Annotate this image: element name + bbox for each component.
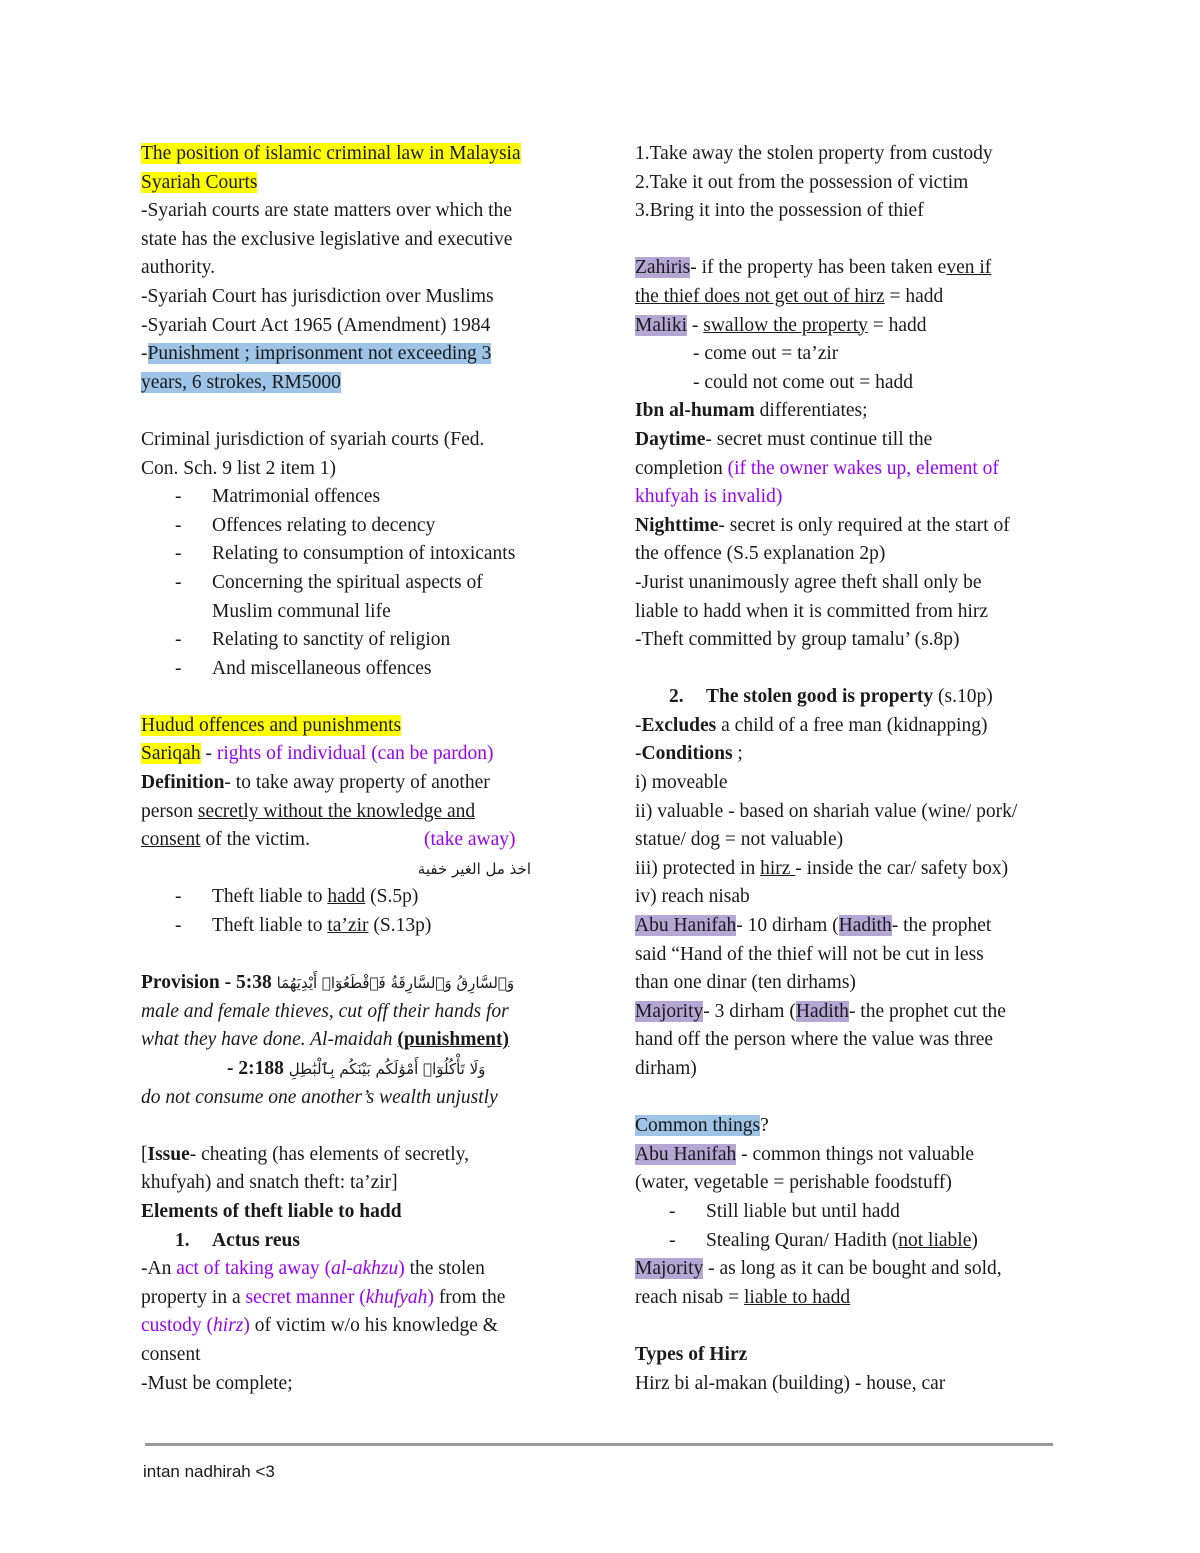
underlined-text: consent: [141, 829, 201, 851]
daytime-line: [635, 455, 1075, 484]
abu-hanifah-line: [635, 1141, 1075, 1170]
underlined-text: swallow the property: [703, 314, 868, 336]
text: = hadd: [884, 285, 944, 307]
condition-item: i) moveable: [635, 772, 728, 794]
arabic-term: khufyah: [365, 1286, 428, 1308]
arabic-verse: وَٱلسَّارِقُ وَٱلسَّارِقَةُ فَٱقْطَعُوٓا۟ أَيْدِيَهُمَا: [276, 974, 515, 993]
paren: (: [201, 1315, 214, 1337]
text: (s.10p): [933, 686, 993, 708]
majority-line: [635, 1255, 1075, 1284]
zahiris-line: [635, 283, 1075, 312]
heading-syariah-courts: Syariah Courts: [141, 171, 258, 193]
text: the stolen: [404, 1258, 485, 1280]
text-line: -Jurist unanimously agree theft shall only be: [635, 571, 982, 593]
text: - common things not valuable: [736, 1143, 975, 1165]
list-item: [635, 1227, 1075, 1256]
text: differentiates;: [754, 400, 868, 422]
dash: -: [141, 343, 148, 365]
text: - inside the car/ safety box): [795, 857, 1009, 879]
paren: ): [398, 1258, 405, 1280]
text: - 3 dirham (: [703, 1000, 796, 1022]
text: - to take away property of another: [224, 772, 490, 794]
text: - 10 dirham (: [736, 915, 839, 937]
daytime-line: [635, 426, 1075, 455]
definition-line: [141, 798, 566, 827]
text-line: -Syariah courts are state matters over which the: [141, 200, 512, 222]
majority-line: [635, 998, 1075, 1027]
section-title-hudud: Hudud offences and punishments: [141, 714, 402, 736]
list-item: - Matrimonial offences: [141, 483, 566, 512]
abu-hanifah-label: Abu Hanifah: [635, 1143, 737, 1165]
section-title-position: The position of islamic criminal law in Malaysia: [141, 143, 521, 164]
list-item: - Still liable but until hadd: [635, 1198, 1075, 1227]
take-away-note: (take away): [424, 829, 516, 851]
text: = hadd: [867, 314, 927, 336]
underlined-text: liable to hadd: [744, 1286, 851, 1308]
arabic-verse: وَلَا تَأْكُلُوٓا۟ أَمْوَٰلَكُم بَيْنَكُم بِٱلْبَٰطِلِ: [288, 1060, 486, 1078]
verse-translation: male and female thieves, cut off their hands for: [141, 1000, 509, 1022]
text-line: the offence (S.5 explanation 2p): [635, 543, 886, 565]
arabic-term: hirz: [213, 1315, 244, 1337]
definition-line: [141, 769, 566, 798]
common-things-line: [635, 1112, 1075, 1141]
text: a child of a free man (kidnapping): [716, 714, 988, 736]
text: of the victim.: [200, 829, 310, 851]
list-item: - Relating to sanctity of religion: [141, 626, 566, 655]
punishment-label: (punishment): [397, 1029, 509, 1051]
dash: -: [635, 743, 642, 765]
text-line: dirham): [635, 1058, 697, 1079]
text-line: Con. Sch. 9 list 2 item 1): [141, 457, 336, 479]
ibn-label: Ibn al-humam: [635, 400, 755, 422]
text-line: khufyah) and snatch theft: ta’zir]: [141, 1172, 398, 1194]
hadith-label: Hadith: [795, 1000, 849, 1022]
paren: ): [427, 1286, 434, 1308]
maliki-label: Maliki: [635, 314, 687, 336]
provision-line: [141, 1055, 566, 1084]
text-line: [635, 1284, 1075, 1313]
maliki-sub: - could not come out = hadd: [693, 371, 914, 393]
text: Theft liable to: [212, 886, 328, 908]
nighttime-label: Nighttime: [635, 514, 719, 536]
highlight-term: custody: [141, 1315, 202, 1337]
bracket: [: [141, 1143, 148, 1165]
underlined-text: the thief does not get out of hirz: [635, 285, 885, 307]
text-line: state has the exclusive legislative and executive: [141, 228, 513, 250]
issue-label: Issue: [147, 1143, 190, 1165]
verse-translation: do not consume one another’s wealth unjustly: [141, 1086, 498, 1108]
punishment-line: [141, 340, 566, 369]
sariqah-line: [141, 740, 566, 769]
text: of victim w/o his knowledge &: [249, 1315, 498, 1337]
text-line: hand off the person where the value was three: [635, 1029, 994, 1051]
text: what they have done. Al-maidah: [141, 1029, 398, 1051]
text-line: consent: [141, 1343, 201, 1365]
text-line: -Syariah Court Act 1965 (Amendment) 1984: [141, 314, 491, 336]
verse-translation: [141, 1026, 566, 1055]
text-line: [141, 1312, 566, 1341]
list-item: - Offences relating to decency: [141, 512, 566, 541]
punishment-highlight: Punishment ; imprisonment not exceeding 3: [147, 343, 492, 365]
sariqah-rights: rights of individual (can be pardon): [216, 743, 494, 765]
underlined-text: ta’zir: [327, 915, 369, 937]
zahiris-line: [635, 254, 1075, 283]
text: - the prophet: [891, 915, 992, 937]
highlight-term: act of taking away: [176, 1258, 320, 1280]
text-line: -Theft committed by group tamalu’ (s.8p): [635, 629, 960, 651]
conditions-label: Conditions: [641, 743, 733, 765]
text: - cheating (has elements of secretly,: [189, 1143, 469, 1165]
list-item: - Relating to consumption of intoxicants: [141, 540, 566, 569]
numbered-heading: [141, 1227, 566, 1256]
text-line: -Syariah Court has jurisdiction over Muslims: [141, 285, 494, 307]
stolen-good-label: The stolen good is property: [706, 686, 934, 708]
maliki-line: [635, 312, 1075, 341]
text-line: Hirz bi al-makan (building) - house, car: [635, 1372, 946, 1394]
actus-reus-label: Actus reus: [212, 1229, 300, 1251]
daytime-label: Daytime: [635, 428, 706, 450]
text: (S.5p): [365, 886, 419, 908]
text-line: [141, 1284, 566, 1313]
ibn-line: [635, 397, 1075, 426]
provision-line: [141, 969, 566, 998]
arabic-definition: اخذ مل الغير خفية: [417, 859, 531, 878]
list-item: - And miscellaneous offences: [141, 655, 566, 684]
step-item: 1.Take away the stolen property from custody: [635, 143, 993, 164]
abu-hanifah-label: Abu Hanifah: [635, 915, 737, 937]
text-line: liable to hadd when it is committed from hirz: [635, 600, 989, 622]
text-line: [141, 1255, 566, 1284]
separator: -: [200, 743, 217, 765]
text: from the: [433, 1286, 506, 1308]
text: - if the property has been taken e: [690, 257, 947, 279]
underlined-text: hadd: [327, 886, 366, 908]
text: Stealing Quran/ Hadith (: [706, 1229, 899, 1251]
provision-label: - 2:188: [227, 1058, 284, 1079]
text-line: said “Hand of the thief will not be cut in less: [635, 943, 984, 965]
list-item: [141, 883, 566, 912]
question-mark: ?: [760, 1115, 769, 1137]
text: completion: [635, 457, 728, 479]
underlined-text: not liable: [898, 1229, 972, 1251]
punishment-highlight: years, 6 strokes, RM5000: [141, 371, 341, 393]
condition-item: iv) reach nisab: [635, 886, 750, 908]
left-column: [141, 140, 566, 1398]
arabic-term: al-akhzu: [331, 1258, 399, 1280]
provision-label: Provision - 5:38: [141, 972, 272, 994]
text: (S.13p): [368, 915, 432, 937]
conditions-line: [635, 740, 1075, 769]
step-item: 2.Take it out from the possession of victim: [635, 171, 969, 193]
list-item-continuation: Muslim communal life: [212, 600, 391, 622]
right-column: [635, 140, 1075, 1398]
definition-label: Definition: [141, 772, 225, 794]
number: 2.: [669, 686, 684, 708]
text-line: authority.: [141, 257, 216, 279]
condition-item: statue/ dog = not valuable): [635, 829, 844, 851]
underlined-text: secretly without the knowledge and: [197, 800, 476, 822]
step-item: 3.Bring it into the possession of thief: [635, 200, 924, 222]
excludes-line: [635, 712, 1075, 741]
list-item: [141, 912, 566, 941]
list-item: - Concerning the spiritual aspects of: [141, 569, 566, 598]
condition-item: [635, 855, 1075, 884]
text-line: Criminal jurisdiction of syariah courts (Fed.: [141, 428, 485, 450]
text: - secret is only required at the start of: [718, 514, 1010, 536]
text: property in a: [141, 1286, 246, 1308]
paren: ): [243, 1315, 250, 1337]
definition-line: [141, 826, 566, 855]
text: - the prophet cut the: [848, 1000, 1006, 1022]
text: - as long as it can be bought and sold,: [703, 1258, 1002, 1280]
paren: (: [354, 1286, 366, 1308]
text-line: than one dinar (ten dirhams): [635, 972, 856, 994]
footer-divider: [145, 1443, 1053, 1446]
numbered-heading: [635, 683, 1075, 712]
text-line: -Must be complete;: [141, 1372, 293, 1394]
zahiris-label: Zahiris: [635, 257, 691, 279]
text: - secret must continue till the: [705, 428, 933, 450]
condition-item: ii) valuable - based on shariah value (wine/ pork/: [635, 800, 1018, 822]
text: ;: [732, 743, 743, 765]
purple-note: (if the owner wakes up, element of: [727, 457, 999, 479]
text: Theft liable to: [212, 915, 328, 937]
text: reach nisab =: [635, 1286, 744, 1308]
number: 1.: [175, 1229, 190, 1251]
nighttime-line: [635, 512, 1075, 541]
maliki-sub: - come out = ta’zir: [693, 343, 839, 365]
text-line: (water, vegetable = perishable foodstuff): [635, 1172, 952, 1194]
abu-hanifah-line: [635, 912, 1075, 941]
purple-note: khufyah is invalid): [635, 486, 783, 508]
heading-elements: Elements of theft liable to hadd: [141, 1200, 402, 1222]
common-things-label: Common things: [635, 1115, 761, 1137]
text: -An: [141, 1258, 177, 1280]
heading-types-of-hirz: Types of Hirz: [635, 1343, 748, 1365]
separator: -: [687, 314, 704, 336]
text: person: [141, 800, 198, 822]
hadith-label: Hadith: [838, 915, 892, 937]
dash: -: [635, 714, 642, 736]
text: ): [971, 1229, 978, 1251]
text: iii) protected in: [635, 857, 761, 879]
sariqah-label: Sariqah: [141, 743, 201, 765]
excludes-label: Excludes: [641, 714, 717, 736]
majority-label: Majority: [635, 1258, 704, 1280]
highlight-term: secret manner: [245, 1286, 355, 1308]
paren: (: [319, 1258, 332, 1280]
issue-line: [141, 1141, 566, 1170]
footer-text: intan nadhirah <3: [143, 1462, 275, 1481]
majority-label: Majority: [635, 1000, 704, 1022]
underlined-text: ven if: [946, 257, 992, 279]
underlined-text: hirz: [760, 857, 796, 879]
